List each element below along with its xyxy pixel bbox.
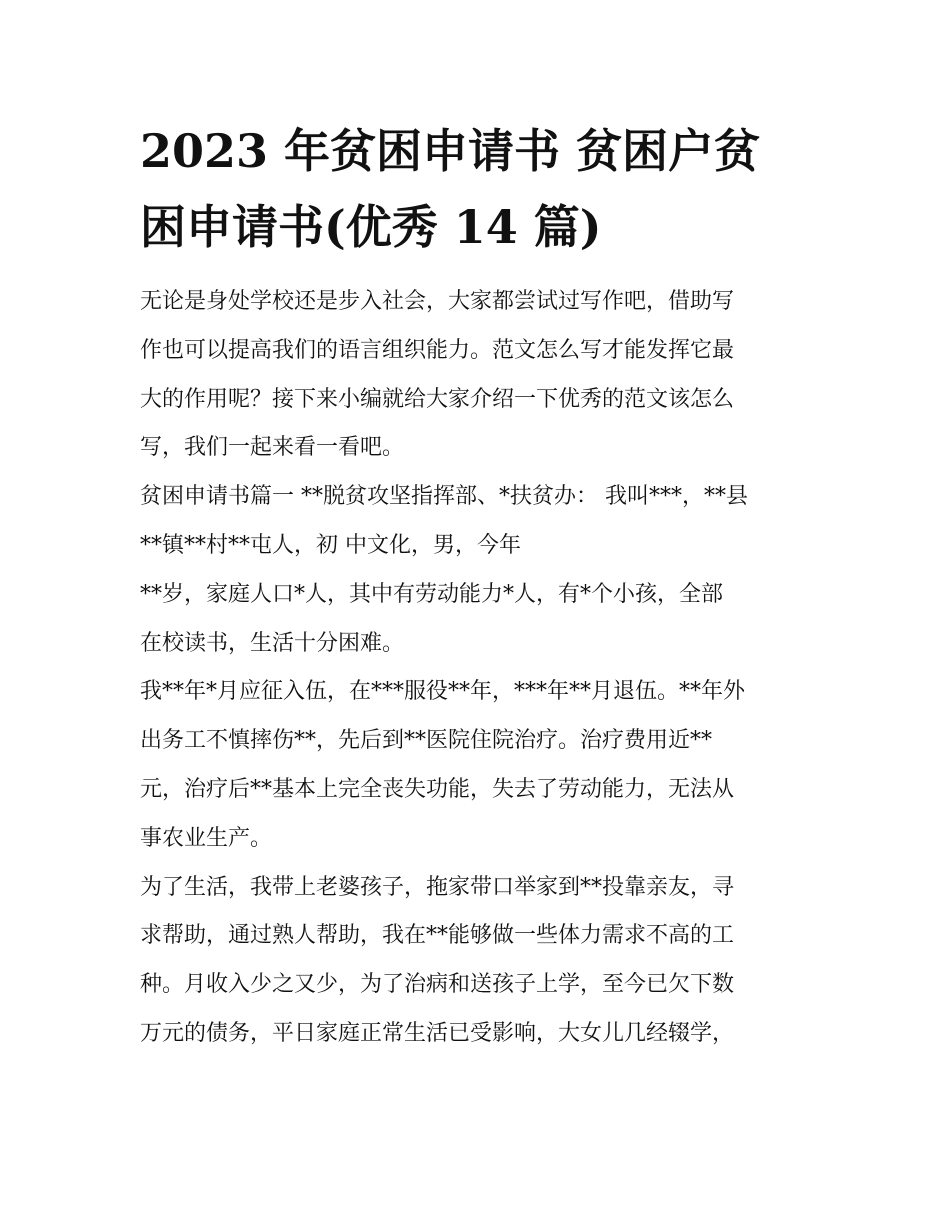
body-line: 万元的债务，平日家庭正常生活已受影响，大女儿几经辍学，: [140, 1020, 735, 1046]
body-line: 在校读书，生活十分困难。: [140, 630, 405, 656]
body-line: 作也可以提高我们的语言组织能力。范文怎么写才能发挥它最: [140, 337, 735, 363]
body-line: 事农业生产。: [140, 825, 273, 851]
body-line: 元，治疗后**基本上完全丧失功能，失去了劳动能力，无法从: [140, 776, 735, 802]
body-line: 我**年*月应征入伍，在***服役**年，***年**月退伍。**年外: [140, 679, 746, 705]
body-line: **镇**村**屯人，初 中文化，男，今年: [140, 532, 521, 558]
document-title: [140, 113, 820, 265]
body-line: 写，我们一起来看一看吧。: [140, 435, 405, 461]
title-line: 困申请书(优秀 14 篇): [140, 200, 602, 254]
body-line: 无论是身处学校还是步入社会，大家都尝试过写作吧，借助写: [140, 289, 735, 314]
body-line: 求帮助，通过熟人帮助，我在**能够做一些体力需求不高的工: [140, 923, 735, 949]
body-line: **岁，家庭人口*人，其中有劳动能力*人，有*个小孩，全部: [140, 581, 724, 607]
body-line: 种。月收入少之又少，为了治病和送孩子上学，至今已欠下数: [140, 972, 735, 998]
document-body: [140, 278, 820, 1059]
body-line: 大的作用呢？接下来小编就给大家介绍一下优秀的范文该怎么: [140, 386, 735, 412]
body-line: 出务工不慎摔伤**，先后到**医院住院治疗。治疗费用近**: [140, 728, 713, 754]
title-line: 2023 年贫困申请书 贫困户贫: [140, 124, 761, 178]
body-line: 贫困申请书篇一 **脱贫攻坚指挥部、*扶贫办： 我叫***，**县: [140, 484, 748, 510]
body-line: 为了生活，我带上老婆孩子，拖家带口举家到**投靠亲友，寻: [140, 874, 735, 900]
